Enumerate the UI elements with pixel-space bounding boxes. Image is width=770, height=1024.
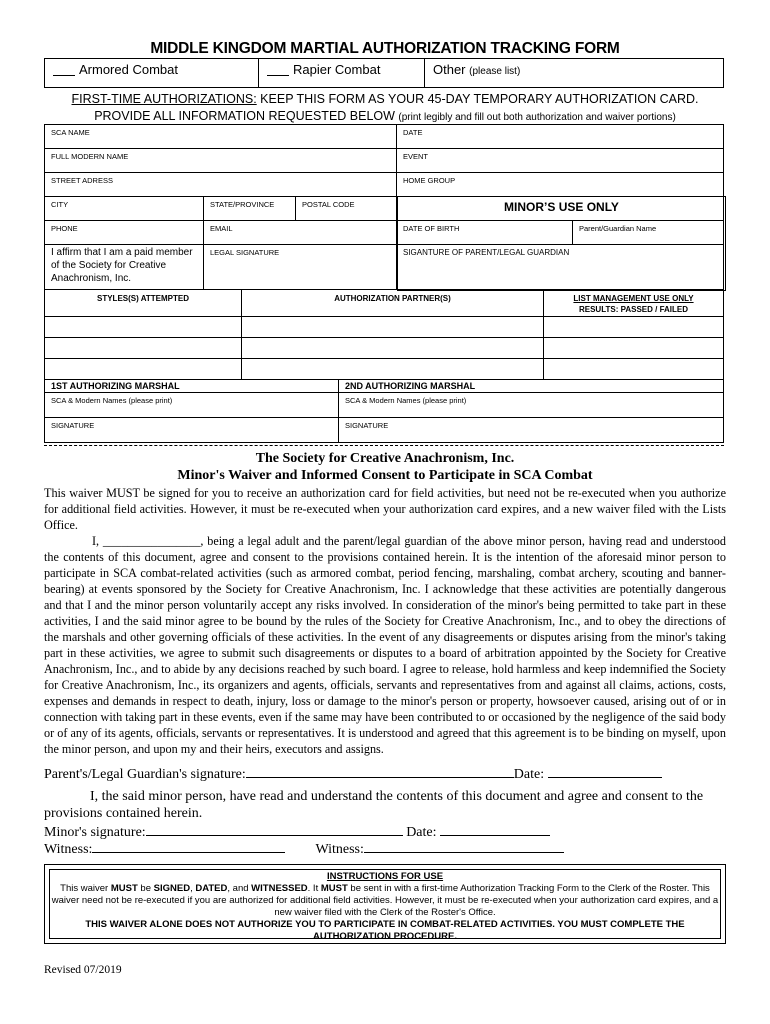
result-input-1[interactable]: [544, 317, 723, 337]
results-label: RESULTS: PASSED / FAILED: [578, 305, 689, 314]
instructions-box: [44, 864, 726, 944]
rapier-checkline[interactable]: [267, 75, 289, 76]
style-input-1[interactable]: [45, 317, 242, 337]
street-address-field[interactable]: [45, 173, 397, 196]
first-time-label: FIRST-TIME AUTHORIZATIONS:: [71, 92, 257, 106]
instructions-text: This waiver MUST be SIGNED, DATED, and WITNESSED. It MUST be sent in with a first-time Authorization Tracking Form to the Clerk of the Roster. This waiver need not be re-executed if you are authorized for additional field activities. However, it must be re-executed when your authorization card expires, and a new waiver filed with the Clerk of the Roster's Office.: [51, 883, 719, 918]
state-field[interactable]: [204, 197, 296, 220]
waiver-paragraph-2: I, ________________, being a legal adult and the parent/legal guardian of the above minor person, having read and understood the contents of this document, agree and consent to the provisions contained herein. It is the intention of the aforesaid minor person to participate in SCA combat-related activities (such as armored combat, period fencing, marshaling, combat archery, scouting and banner-bearing) at events sponsored by the Society for Creative Anachronism, Inc. I acknowledge that these activities are potentially dangerous and that I and the minor person voluntarily accept any risks involved. In consideration of the minor's being permitted to take part in these activities, I and the said minor agree to be bound by the rules of the Society for Creative Anachronism, Inc., and to obey the directions of the marshals and other governing officials of these activities. In the event of any disagreements or disputes arising from the minor's taking part in these activities, we agree to submit such disagreements or disputes to a board of arbitration appointed by the Society for Creative Anachronism, Inc., and to abide by any decisions reached by such board. I agree to release, hold harmless and keep indemnified the Society for Creative Anachronism, Inc., its organizers and agents, officials, servants and representatives from and against all claims, actions, costs, expenses and demands in respect to death, injury, loss or damage to the minor's person or property, howsoever caused, arising out of or in connection with taking part in these events, even if the same may have been contributed to or occasioned by the negligence of the said body or of any of its agents, officials, servants or representatives. It is understood and agreed that this agreement is to be binding on myself, upon the minor person, and upon my and their heirs, executors and assigns.: [44, 534, 726, 756]
witness-input-1[interactable]: [92, 840, 285, 853]
instructions-title: INSTRUCTIONS FOR USE: [326, 871, 444, 882]
witness-label-1: Witness:: [44, 842, 93, 857]
witness-input-2[interactable]: [364, 840, 564, 853]
guardian-signature-label-text: Parent's/Legal Guardian's signature:: [44, 767, 246, 782]
street-address-label: STREET ADRESS: [51, 176, 113, 185]
waiver-body: [44, 485, 726, 757]
minors-use-only-box: [397, 196, 726, 291]
second-marshal-signature-label: SIGNATURE: [345, 421, 389, 430]
provide-notice: [0, 109, 770, 123]
minor-signature-label: Minor's signature:: [44, 825, 146, 840]
armored-checkline[interactable]: [53, 75, 75, 76]
dob-label: DATE OF BIRTH: [403, 224, 460, 233]
phone-label: PHONE: [51, 224, 78, 233]
minors-use-only-title: MINOR’S USE ONLY: [504, 200, 619, 214]
email-label: EMAIL: [210, 224, 233, 233]
instructions-inner: [49, 869, 721, 942]
sca-name-label: SCA NAME: [51, 128, 90, 137]
first-marshal-signature-field[interactable]: [45, 418, 339, 442]
form-title: MIDDLE KINGDOM MARTIAL AUTHORIZATION TRACKING FORM: [150, 40, 620, 57]
phone-field[interactable]: [45, 221, 204, 244]
minor-signature-line: [44, 823, 550, 841]
minor-consent-text: I, the said minor person, have read and understand the contents of this document and agree and consent to the provisions contained herein.: [44, 789, 704, 821]
list-mgmt-label: LIST MANAGEMENT USE ONLY: [573, 294, 694, 303]
partner-input-1[interactable]: [242, 317, 544, 337]
home-group-label: HOME GROUP: [403, 176, 456, 185]
result-input-2[interactable]: [544, 338, 723, 358]
armored-combat-option[interactable]: [45, 59, 259, 87]
second-marshal-signature-field[interactable]: [339, 418, 723, 442]
second-marshal-names-label: SCA & Modern Names (please print): [345, 396, 467, 405]
minor-date-label: Date:: [406, 825, 437, 840]
sca-name-field[interactable]: [45, 125, 397, 148]
style-input-3[interactable]: [45, 359, 242, 379]
legal-signature-label: LEGAL SIGNATURE: [210, 248, 280, 257]
waiver-paragraph-1: This waiver MUST be signed for you to receive an authorization card for field activities, but need not be re-executed when you authorize for additional field activities. However, it must be re-executed when your authorization card expires, and a new waiver filed with the Lists Office.: [44, 486, 726, 532]
minor-signature-input[interactable]: [146, 823, 403, 836]
legal-signature-field[interactable]: [204, 245, 397, 289]
partner-input-2[interactable]: [242, 338, 544, 358]
guardian-signature-line: [44, 765, 662, 783]
city-label: CITY: [51, 200, 69, 209]
other-label: Other: [433, 62, 466, 77]
provide-note: (print legibly and fill out both authorization and waiver portions): [398, 112, 676, 123]
email-field[interactable]: [204, 221, 397, 244]
provide-main: PROVIDE ALL INFORMATION REQUESTED BELOW: [94, 109, 399, 123]
other-combat-option[interactable]: [425, 59, 723, 87]
first-marshal-header: 1ST AUTHORIZING MARSHAL: [45, 380, 339, 392]
instructions-warning: THIS WAIVER ALONE DOES NOT AUTHORIZE YOU TO PARTICIPATE IN COMBAT-RELATED ACTIVITIES. YOU MUST COMPLETE THE AUTHORIZATION PROCEDURE.: [85, 919, 685, 942]
event-label: EVENT: [403, 152, 429, 161]
full-modern-name-field[interactable]: [45, 149, 397, 172]
affirm-text: I affirm that I am a paid member of the Society for Creative Anachronism, Inc.: [45, 245, 204, 289]
revision-date: Revised 07/2019: [44, 964, 122, 976]
postal-code-field[interactable]: [296, 197, 397, 220]
partner-header: AUTHORIZATION PARTNER(S): [242, 290, 544, 316]
waiver-title: Minor's Waiver and Informed Consent to Participate in SCA Combat: [177, 468, 593, 483]
postal-code-label: POSTAL CODE: [302, 200, 355, 209]
first-marshal-names-label: SCA & Modern Names (please print): [51, 396, 173, 405]
witness-line: [44, 840, 564, 858]
armored-label: Armored Combat: [79, 62, 178, 77]
witness-label-2: Witness:: [315, 842, 364, 857]
other-note: (please list): [469, 66, 521, 77]
guardian-name-label: Parent/Guardian Name: [579, 224, 657, 233]
cut-divider: [44, 445, 724, 446]
guardian-date-label: Date:: [513, 767, 545, 782]
list-mgmt-header: [544, 290, 723, 316]
guardian-signature-label: SIGANTURE OF PARENT/LEGAL GUARDIAN: [403, 248, 570, 257]
rapier-combat-option[interactable]: [259, 59, 425, 87]
date-field[interactable]: [397, 125, 723, 148]
guardian-date-input[interactable]: [548, 765, 662, 778]
first-time-text: KEEP THIS FORM AS YOUR 45-DAY TEMPORARY AUTHORIZATION CARD.: [256, 92, 699, 106]
combat-type-row: [44, 58, 724, 88]
style-input-2[interactable]: [45, 338, 242, 358]
first-marshal-names-field[interactable]: [45, 393, 339, 417]
second-marshal-header: 2ND AUTHORIZING MARSHAL: [345, 381, 476, 391]
first-time-notice: [0, 92, 770, 106]
home-group-field[interactable]: [397, 173, 723, 196]
result-input-3[interactable]: [544, 359, 723, 379]
waiver-org-heading: The Society for Creative Anachronism, Inc.: [255, 451, 515, 466]
rapier-label: Rapier Combat: [293, 62, 381, 77]
full-modern-name-label: FULL MODERN NAME: [51, 152, 129, 161]
second-marshal-names-field[interactable]: [339, 393, 723, 417]
first-marshal-signature-label: SIGNATURE: [51, 421, 95, 430]
state-label: STATE/PROVINCE: [210, 200, 275, 209]
event-field[interactable]: [397, 149, 723, 172]
minor-date-input[interactable]: [440, 823, 550, 836]
partner-input-3[interactable]: [242, 359, 544, 379]
date-label: DATE: [403, 128, 423, 137]
guardian-signature-input[interactable]: [246, 765, 514, 778]
styles-header: STYLES(S) ATTEMPTED: [45, 290, 242, 316]
city-field[interactable]: [45, 197, 204, 220]
